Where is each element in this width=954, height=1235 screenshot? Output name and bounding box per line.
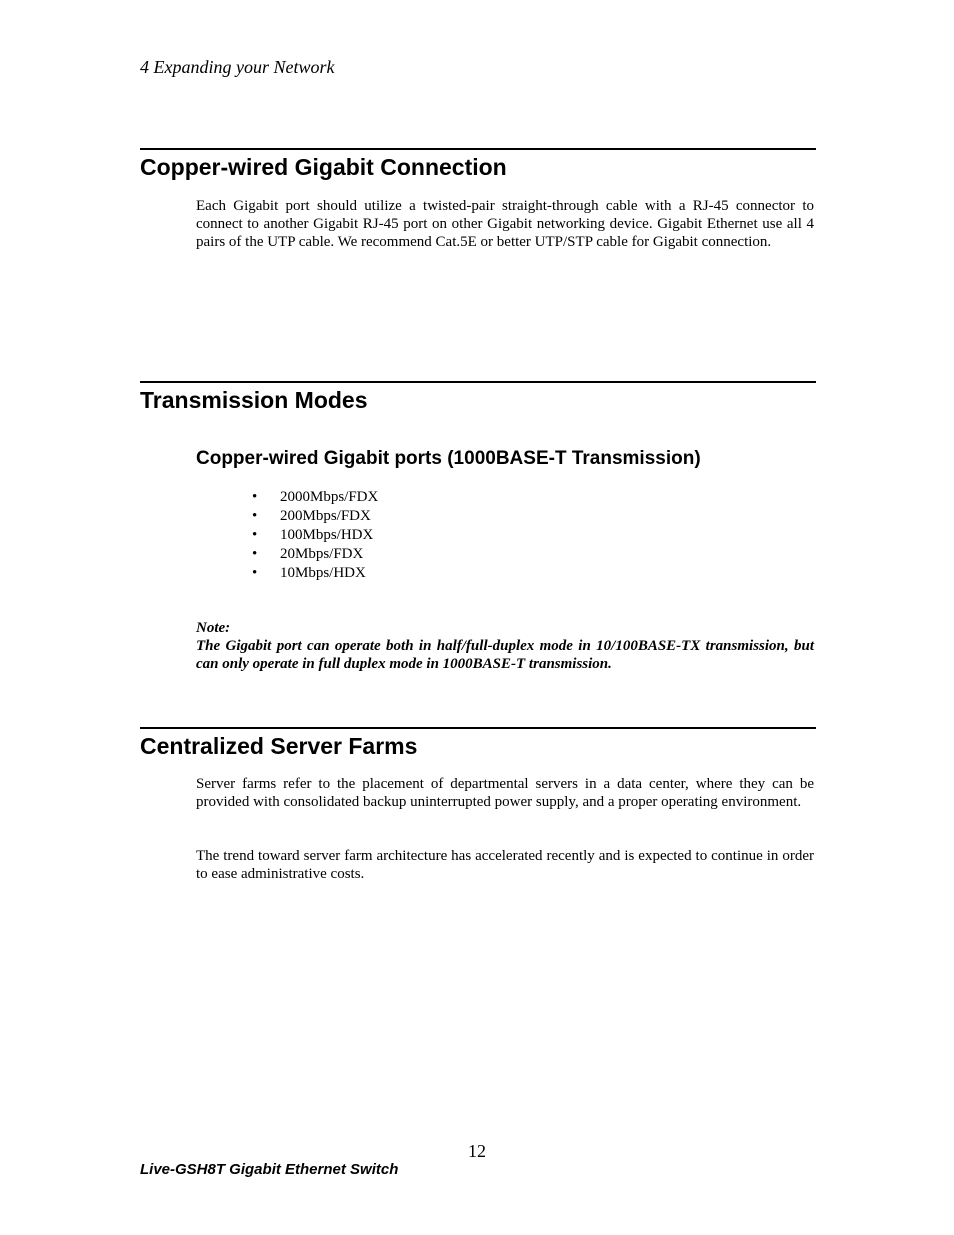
section-title: Transmission Modes: [140, 387, 368, 413]
transmission-modes-list: [252, 488, 378, 583]
section-title: Copper-wired Gigabit Connection: [140, 154, 507, 180]
list-item: • 2000Mbps/FDX: [252, 488, 378, 507]
note-text: The Gigabit port can operate both in half/full-duplex mode in 10/100BASE-TX transmission, but can only operate in full duplex mode in 1000BASE-T transmission.: [196, 638, 814, 672]
section-centralized-server-farms: [140, 727, 816, 760]
paragraph: Server farms refer to the placement of departmental servers in a data center, where they can be provided with consolidated backup uninterrupted power supply, and a proper operating environment.: [196, 776, 814, 810]
list-item: • 100Mbps/HDX: [252, 526, 378, 545]
list-item: • 200Mbps/FDX: [252, 507, 378, 526]
section-divider: [140, 727, 816, 729]
section-divider: [140, 148, 816, 150]
section-divider: [140, 381, 816, 383]
paragraph: Each Gigabit port should utilize a twisted-pair straight-through cable with a RJ-45 connector to connect to another Gigabit RJ-45 port on other Gigabit networking device. Gigabit Ethernet use all 4 pairs of the UTP cable. We recommend Cat.5E or better UTP/STP cable for Gigabit connection.: [196, 198, 814, 250]
list-item: • 20Mbps/FDX: [252, 545, 378, 564]
paragraph: The trend toward server farm architecture has accelerated recently and is expected to continue in order to ease administrative costs.: [196, 848, 814, 882]
footer-product-title: Live-GSH8T Gigabit Ethernet Switch: [140, 1161, 399, 1178]
subsection-title: Copper-wired Gigabit ports (1000BASE-T Transmission): [196, 448, 701, 469]
section-transmission-modes: [140, 381, 816, 414]
page-number: 12: [468, 1141, 486, 1161]
note-label: Note:: [196, 620, 231, 636]
running-header: 4 Expanding your Network: [140, 57, 335, 77]
list-item: • 10Mbps/HDX: [252, 564, 378, 583]
section-title: Centralized Server Farms: [140, 733, 418, 759]
section-copper-wired-gigabit-connection: [140, 148, 816, 181]
note-block: [196, 619, 814, 673]
